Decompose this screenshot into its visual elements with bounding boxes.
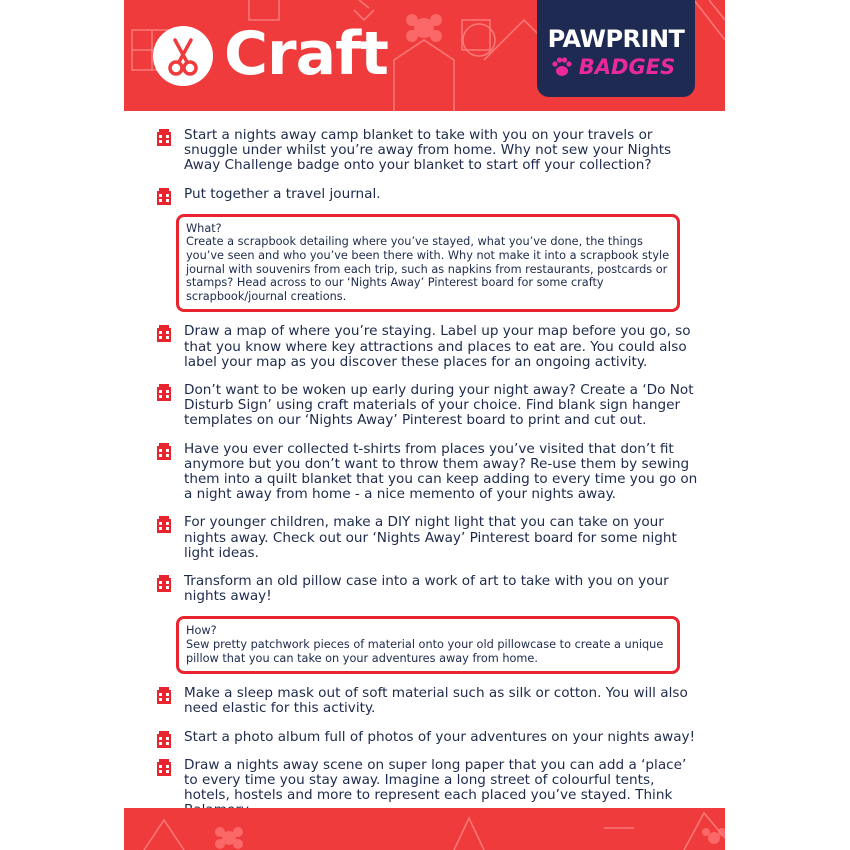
scissors-icon bbox=[153, 26, 213, 86]
list-item bbox=[156, 686, 701, 716]
item-text: Transform an old pillow case into a work of art to take with you on your nights away! bbox=[184, 573, 669, 605]
list-item bbox=[156, 730, 701, 745]
item-text: Start a nights away camp blanket to take with you on your travels or snuggle under whilst you’re away from home. Why not sew your Nights Away Challenge badge onto your blanket to start off your collection? bbox=[184, 127, 672, 174]
list-item bbox=[156, 128, 701, 174]
box-text: Sew pretty patchwork pieces of material onto your old pillowcase to create a unique pillow that you can take on your adventures away from home. bbox=[186, 638, 664, 665]
header-banner bbox=[124, 0, 725, 111]
page-title: Craft bbox=[224, 19, 388, 89]
list-item bbox=[156, 515, 701, 561]
building-icon bbox=[156, 759, 172, 776]
item-text: Put together a travel journal. bbox=[184, 185, 381, 202]
list-item bbox=[156, 574, 701, 604]
building-icon bbox=[156, 129, 172, 146]
building-icon bbox=[156, 188, 172, 205]
page bbox=[124, 0, 725, 850]
list-item bbox=[156, 383, 701, 429]
item-text: Don’t want to be woken up early during your night away? Create a ‘Do Not Disturb Sign’ using craft materials of your choice. Find blank sign hanger templates on our ‘Nights Away’ Pinterest board to print and cut out. bbox=[184, 381, 694, 429]
building-icon bbox=[156, 325, 172, 342]
item-text: Draw a map of where you’re staying. Label up your map before you go, so that you know where key attractions and places to eat are. You could also label your map as you discover these places for an ongoing activity. bbox=[184, 323, 691, 370]
item-text: Have you ever collected t-shirts from places you’ve visited that don’t fit anymore but you don’t want to throw them away? Re-use them by sewing them into a quilt blanket that you can keep adding to every time you go on a night away from home - a nice memento of your nights away. bbox=[184, 440, 698, 503]
box-text: Create a scrapbook detailing where you’ve stayed, what you’ve done, the things you’ve seen and who you’ve been there with. Why not make it into a scrapbook style journal with souvenirs from each trip, such as napkins from restaurants, postcards or stamps? Head across to our ‘Nights Away’ Pinterest board for some crafty scrapbook/journal creations. bbox=[186, 235, 670, 303]
list-item bbox=[156, 324, 701, 370]
box-heading: What? bbox=[186, 221, 222, 235]
list-item bbox=[156, 187, 701, 202]
box-heading: How? bbox=[186, 624, 217, 638]
list-item bbox=[156, 442, 701, 503]
pawprint-badges-logo bbox=[537, 0, 695, 97]
building-icon bbox=[156, 443, 172, 460]
building-icon bbox=[156, 731, 172, 748]
item-text: Draw a nights away scene on super long paper that you can add a ‘place’ to every time you stay away. Imagine a long street of colourful tents, hotels, hostels and more to represent each placed you’ve stayed. Think bbox=[184, 756, 687, 804]
building-icon bbox=[156, 575, 172, 592]
badge-line2: BADGES bbox=[578, 55, 676, 79]
item-text: Make a sleep mask out of soft material such as silk or cotton. You will also need elastic for this activity. bbox=[184, 685, 688, 717]
activity-list bbox=[156, 128, 701, 819]
building-icon bbox=[156, 516, 172, 533]
badge-line1: PAWPRINT bbox=[547, 25, 685, 53]
how-info-box bbox=[176, 616, 680, 674]
scissors-logo bbox=[153, 26, 213, 86]
item-text: Start a photo album full of photos of your adventures on your nights away! bbox=[184, 728, 696, 745]
building-icon bbox=[156, 384, 172, 401]
item-text: For younger children, make a DIY night light that you can take on your nights away. Check out our ‘Nights Away’ Pinterest board for some night light ideas. bbox=[184, 514, 677, 561]
what-info-box bbox=[176, 214, 680, 313]
flower-decoration bbox=[124, 808, 725, 850]
footer-banner bbox=[124, 808, 725, 850]
building-icon bbox=[156, 687, 172, 704]
